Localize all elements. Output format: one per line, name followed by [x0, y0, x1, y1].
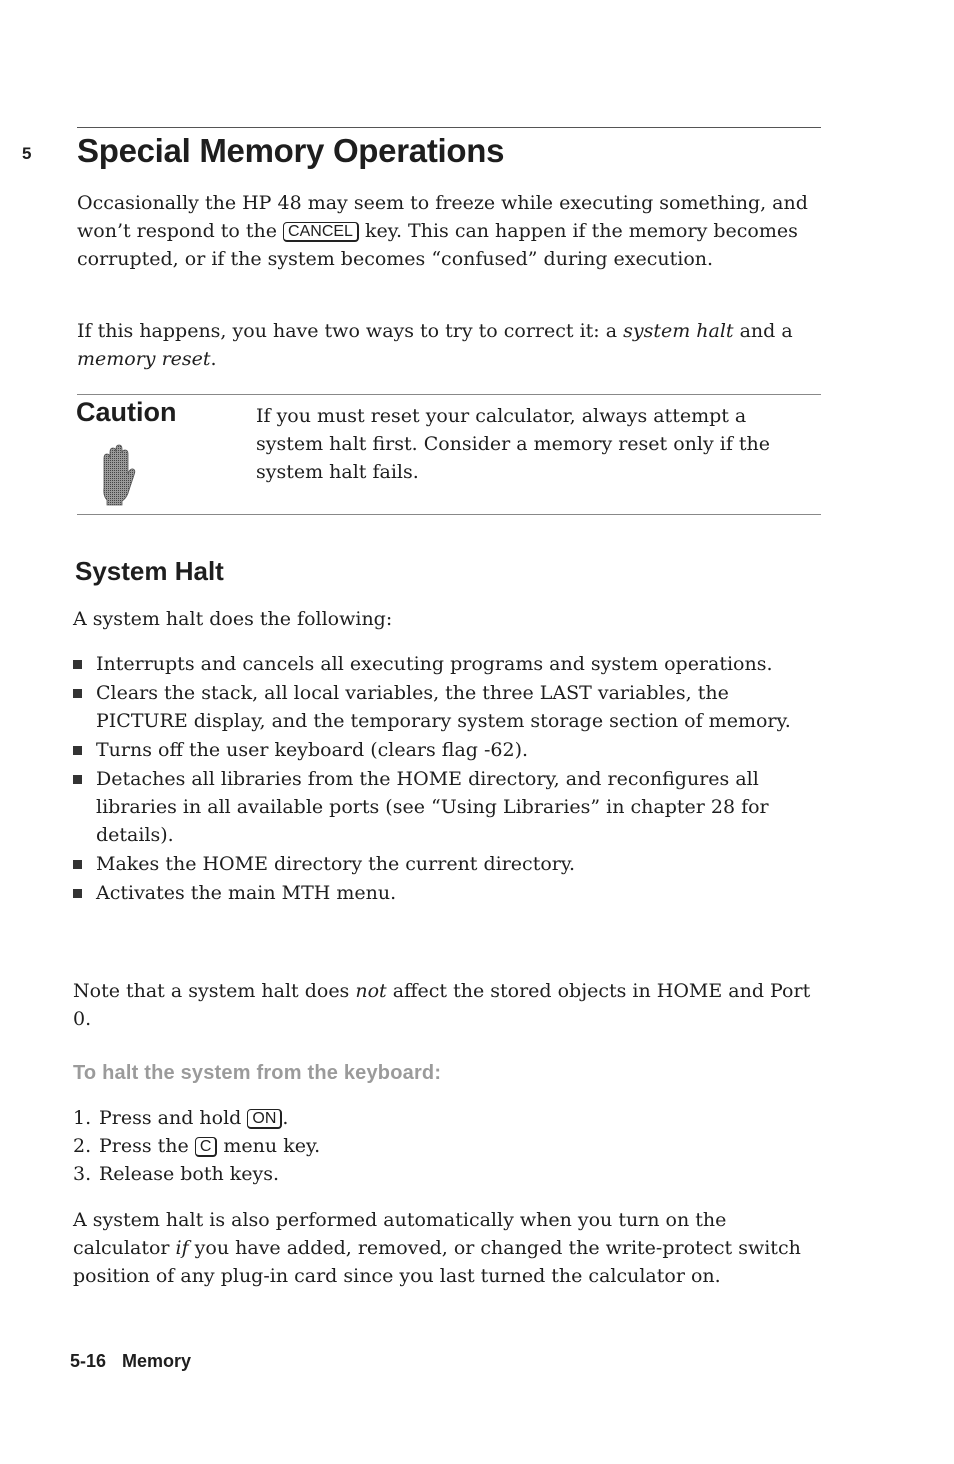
procedure-steps — [73, 1104, 320, 1188]
bullet-square-icon — [73, 746, 82, 755]
list-item: Detaches all libraries from the HOME directory, and reconfigures all libraries in all available ports (see “Using Libraries” in chapter 28 for details). — [73, 765, 823, 849]
page-number: 5-16 — [70, 1351, 107, 1371]
section-title: System Halt — [75, 556, 224, 586]
halt-effects-list — [73, 650, 823, 907]
intro-paragraph-1 — [77, 189, 822, 273]
caution-text: If you must reset your calculator, always attempt a system halt first. Consider a memory reset only if the system halt fails. — [256, 405, 771, 483]
on-key: ON — [247, 1109, 282, 1129]
caution-label: Caution — [76, 397, 177, 427]
page-title: Special Memory Operations — [77, 132, 505, 169]
step-item: 3. Release both keys. — [73, 1163, 280, 1185]
closing-paragraph: A system halt is also performed automatically when you turn on the calculator if you have added, removed, or changed the write-protect switch position of any plug-in card since you last turned the calculator on. — [73, 1209, 801, 1287]
top-rule — [77, 127, 821, 128]
emphasis-if: if — [175, 1237, 189, 1259]
intro-paragraph-2 — [77, 317, 822, 373]
footer-section: Memory — [122, 1351, 192, 1371]
bullet-square-icon — [73, 860, 82, 869]
bullet-square-icon — [73, 775, 82, 784]
list-item: Turns off the user keyboard (clears flag -62). — [73, 736, 823, 764]
list-item: Activates the main MTH menu. — [73, 879, 823, 907]
chapter-number: 5 — [22, 144, 32, 163]
list-item: Clears the stack, all local variables, the three LAST variables, the PICTURE display, and the temporary system storage section of memory. — [73, 679, 823, 735]
intro2-text-a: If this happens, you have two ways to try to correct it: a — [77, 320, 624, 342]
note-paragraph: Note that a system halt does not affect the stored objects in HOME and Port 0. — [73, 980, 811, 1030]
bullet-square-icon — [73, 660, 82, 669]
intro2-text-b: and a — [733, 320, 793, 342]
caution-bottom-rule — [77, 514, 821, 515]
bullet-square-icon — [73, 889, 82, 898]
intro2-text-c: . — [210, 348, 217, 370]
bullet-square-icon — [73, 689, 82, 698]
emphasis-not: not — [355, 980, 387, 1002]
hand-stop-icon — [96, 444, 138, 506]
term-system-halt: system halt — [623, 320, 734, 342]
procedure-title: To halt the system from the keyboard: — [73, 1062, 442, 1084]
c-menu-key: C — [195, 1137, 218, 1157]
step-item: 2. Press the C menu key. — [73, 1135, 321, 1157]
intro-text-b: key. This can happen if the memory becomes corrupted, or if the system becomes “confused” during execution. — [77, 220, 798, 270]
page-footer — [70, 1351, 191, 1372]
list-item: Makes the HOME directory the current directory. — [73, 850, 823, 878]
intro-text-a: Occasionally the HP 48 may seem to freeze while executing something, and won’t respond to the — [77, 192, 808, 242]
list-item: Interrupts and cancels all executing programs and system operations. — [73, 650, 823, 678]
section-lead: A system halt does the following: — [73, 608, 393, 630]
step-item: 1. Press and hold ON . — [73, 1107, 289, 1129]
cancel-key: CANCEL — [283, 222, 359, 242]
caution-top-rule — [77, 394, 821, 395]
term-memory-reset: memory reset — [77, 348, 211, 370]
